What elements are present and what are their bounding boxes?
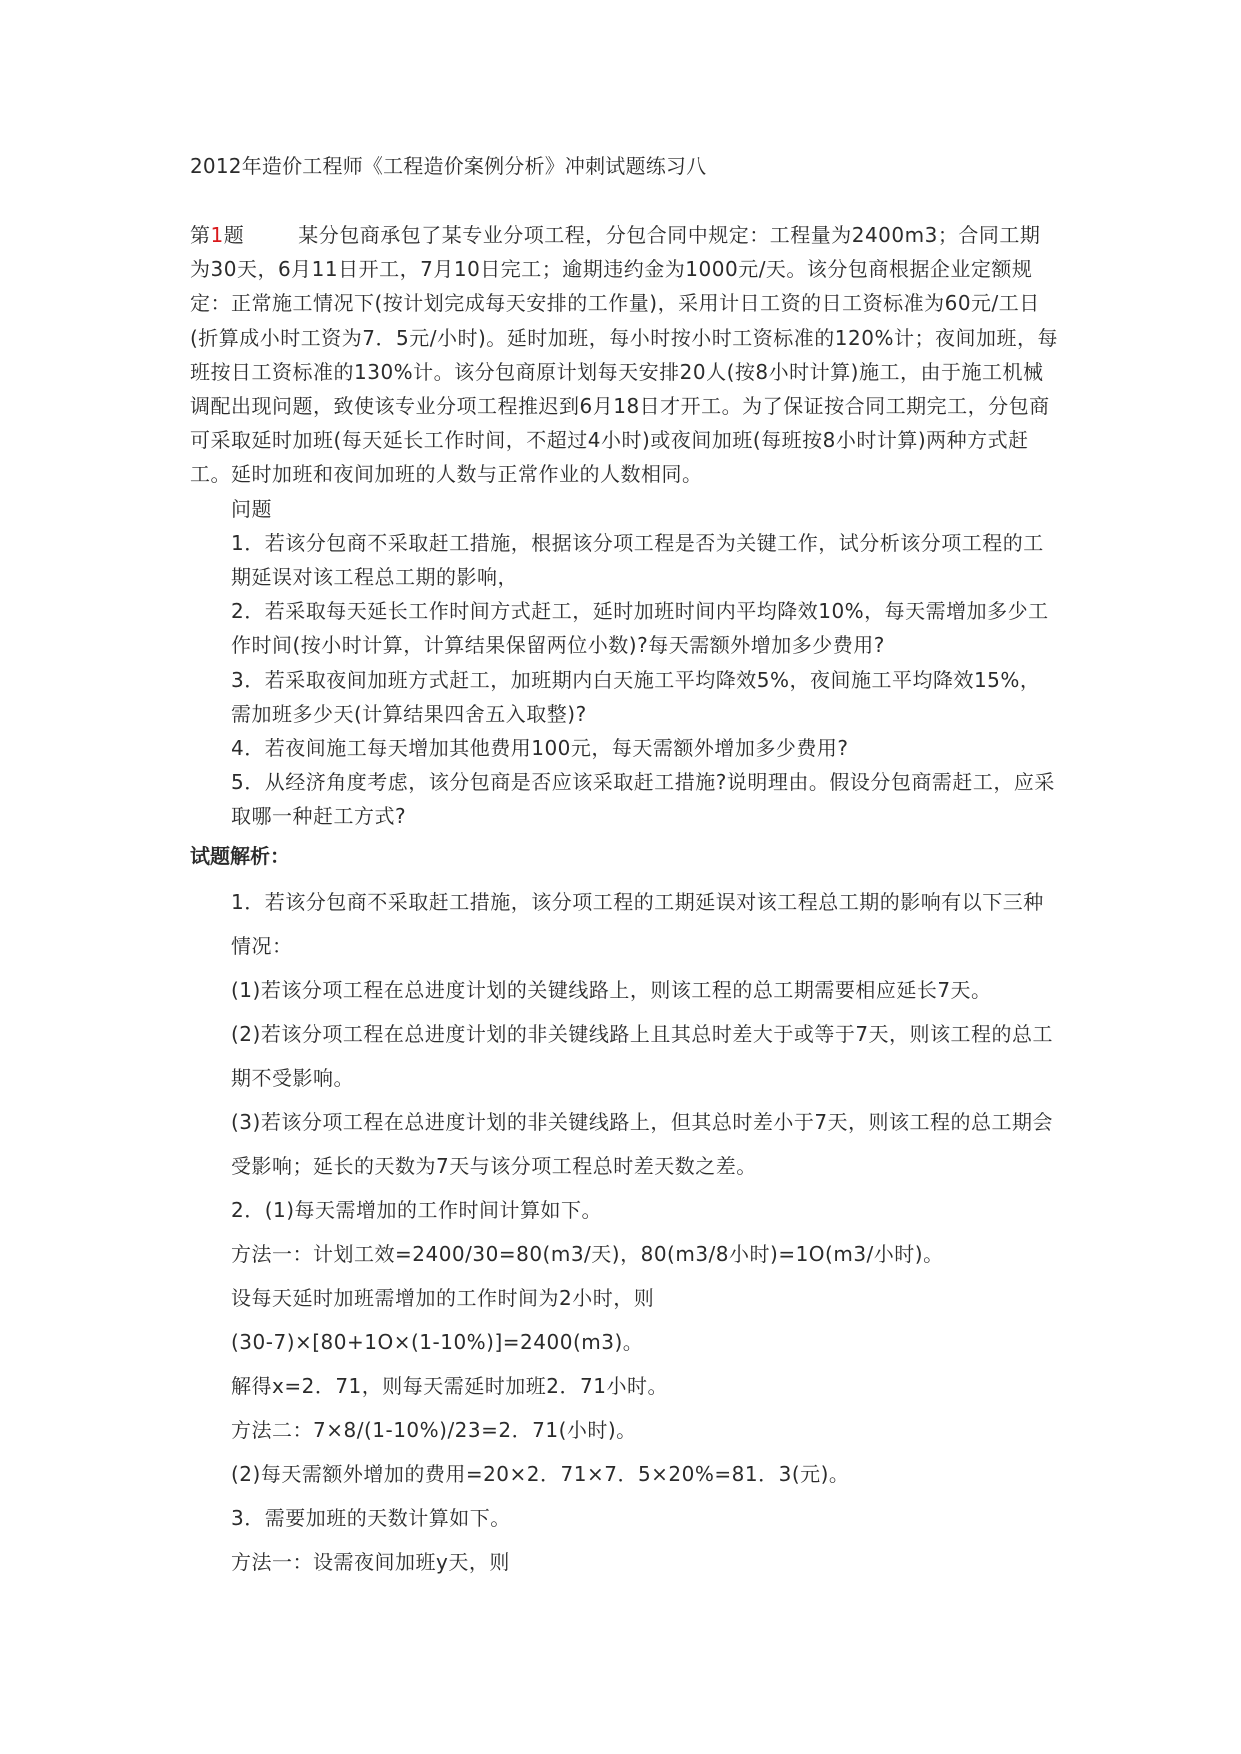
question-section <box>190 218 1060 834</box>
analysis-paragraph: 方法二：7×8/(1-10%)/23=2．71(小时)。 <box>231 1418 637 1442</box>
analysis-title: 试题解析： <box>190 844 290 868</box>
question-item: 2．若采取每天延长工作时间方式赶工，延时加班时间内平均降效10%，每天需增加多少工作时间(按小时计算，计算结果保留两位小数)?每天需额外增加多少费用? <box>231 599 1049 658</box>
analysis-paragraph: 3．需要加班的天数计算如下。 <box>231 1506 511 1530</box>
analysis-paragraph: (3)若该分项工程在总进度计划的非关键线路上，但其总时差小于7天，则该工程的总工期会受影响；延长的天数为7天与该分项工程总时差天数之差。 <box>231 1110 1054 1178</box>
question-item: 3．若采取夜间加班方式赶工，加班期内白天施工平均降效5%，夜间施工平均降效15%，需加班多少天(计算结果四舍五入取整)? <box>231 667 1041 726</box>
analysis-paragraph: 设每天延时加班需增加的工作时间为2小时，则 <box>231 1286 655 1310</box>
analysis-paragraph: 2．(1)每天需增加的工作时间计算如下。 <box>231 1198 603 1222</box>
analysis-paragraph: 1．若该分包商不采取赶工措施，该分项工程的工期延误对该工程总工期的影响有以下三种情况： <box>231 890 1044 958</box>
analysis-paragraph: 方法一：设需夜间加班y天，则 <box>231 1550 510 1574</box>
question-item: 4．若夜间施工每天增加其他费用100元，每天需额外增加多少费用? <box>231 736 849 761</box>
question-body: 某分包商承包了某专业分项工程，分包合同中规定：工程量为2400m3；合同工期为30天，6月11日开工，7月10日完工；逾期违约金为1000元/天。该分包商根据企业定额规定：正常施工情况下(按计划完成每天安排的工作量)，采用计日工资的日工资标准为60元/工日(折算成小时工资为7．5元/小时)。延时加班，每小时按小时工资标准的120%计；夜间加班，每班按日工资标准的130%计。该分包商原计划每天安排20人(按8小时计算)施工，由于施工机械调配出现问题，致使该专业分项工程推迟到6月18日才开工。为了保证按合同工期完工，分包商可采取延时加班(每天延长工作时间，不超过4小时)或夜间加班(每班按8小时计算)两种方式赶工。延时加班和夜间加班的人数与正常作业的人数相同。 <box>190 223 1058 487</box>
document-title: 2012年造价工程师《工程造价案例分析》冲刺试题练习八 <box>190 154 707 178</box>
question-label-suffix: 题 <box>223 223 245 247</box>
analysis-paragraph: (30-7)×[80+1O×(1-10%)]=2400(m3)。 <box>231 1330 644 1354</box>
question-label <box>190 223 244 247</box>
question-item: 1．若该分包商不采取赶工措施，根据该分项工程是否为关键工作，试分析该分项工程的工期延误对该工程总工期的影响， <box>231 530 1044 590</box>
analysis-paragraph: (2)若该分项工程在总进度计划的非关键线路上且其总时差大于或等于7天，则该工程的总工期不受影响。 <box>231 1022 1054 1090</box>
question-body-paragraph <box>190 218 1060 492</box>
analysis-paragraph: 方法一：计划工效=2400/30=80(m3/天)，80(m3/8小时)=1O(m3/小时)。 <box>231 1242 944 1266</box>
question-subheading: 问题 <box>231 496 272 521</box>
question-item: 5．从经济角度考虑，该分包商是否应该采取赶工措施?说明理由。假设分包商需赶工，应采取哪一种赶工方式? <box>231 770 1055 829</box>
analysis-paragraph: (1)若该分项工程在总进度计划的关键线路上，则该工程的总工期需要相应延长7天。 <box>231 978 992 1002</box>
question-number: 1 <box>210 223 224 247</box>
question-label-prefix: 第 <box>190 223 211 247</box>
analysis-paragraph: (2)每天需额外增加的费用=20×2．71×7．5×20%=81．3(元)。 <box>231 1462 850 1486</box>
analysis-section <box>190 880 1060 1584</box>
analysis-paragraph: 解得x=2．71，则每天需延时加班2．71小时。 <box>231 1374 668 1398</box>
